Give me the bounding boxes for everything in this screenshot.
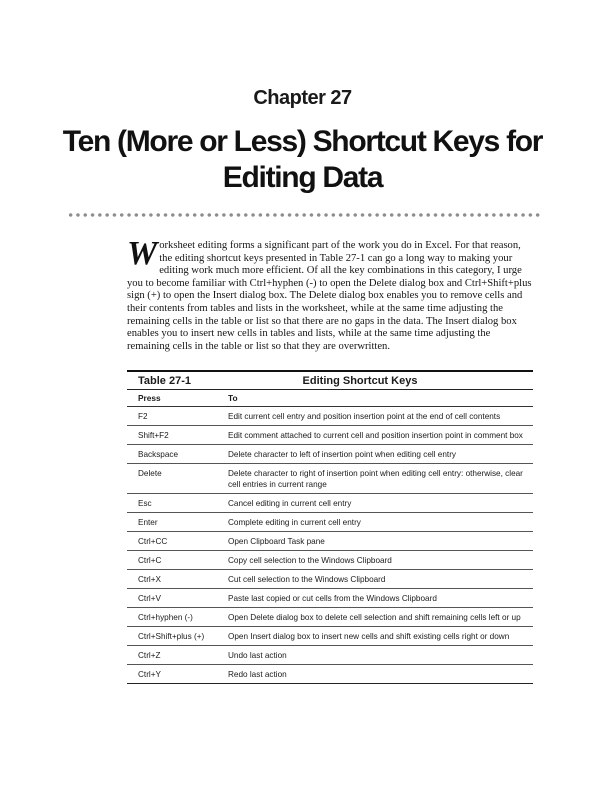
- table-row: [127, 464, 533, 494]
- column-header-press: Press: [127, 390, 217, 407]
- table-title: Editing Shortcut Keys: [302, 375, 418, 387]
- table-row: [127, 589, 533, 608]
- dotted-divider: [67, 213, 542, 217]
- shortcut-action: Edit current cell entry and position insertion point at the end of cell contents: [217, 407, 533, 426]
- table-row: [127, 494, 533, 513]
- shortcut-key: Ctrl+C: [127, 551, 217, 570]
- chapter-label: Chapter 27: [253, 87, 352, 109]
- table-row: [127, 426, 533, 445]
- table-row: [127, 665, 533, 684]
- shortcut-table: [127, 370, 533, 684]
- shortcut-action: Cut cell selection to the Windows Clipboard: [217, 570, 533, 589]
- shortcut-action: Undo last action: [217, 646, 533, 665]
- shortcut-key: Ctrl+X: [127, 570, 217, 589]
- shortcut-key: Ctrl+Y: [127, 665, 217, 684]
- shortcut-action: Delete character to right of insertion point when editing cell entry: otherwise, clear cell entries in current range: [217, 464, 533, 494]
- shortcut-action: Paste last copied or cut cells from the Windows Clipboard: [217, 589, 533, 608]
- intro-text: orksheet editing forms a significant part of the work you do in Excel. For that reason, the editing shortcut keys presented in Table 27-1 can go a long way to making your editing work much more efficient. Of all the key combinations in this category, I urge you to become familiar with Ctrl+hyphen (-) to open the Delete dialog box and Ctrl+Shift+plus sign (+) to open the Insert dialog box. The Delete dialog box enables you to remove cells and their contents from tables and lists in the worksheet, while at the same time adjusting the remaining cells in the table or list so that there are no gaps in the data. The Insert dialog box enables you to insert new cells in tables and lists, while at the same time adjusting the remaining cells in the table or list so that they are overwritten.: [127, 240, 532, 352]
- shortcut-action: Open Delete dialog box to delete cell selection and shift remaining cells left or up: [217, 608, 533, 627]
- chapter-title: Ten (More or Less) Shortcut Keys for Editing Data: [62, 125, 543, 194]
- shortcut-action: Delete character to left of insertion point when editing cell entry: [217, 445, 533, 464]
- table-row: [127, 407, 533, 426]
- shortcut-grid: [127, 390, 533, 684]
- shortcut-key: Ctrl+V: [127, 589, 217, 608]
- table-row: [127, 608, 533, 627]
- shortcut-action: Open Insert dialog box to insert new cells and shift existing cells right or down: [217, 627, 533, 646]
- shortcut-key: Ctrl+hyphen (-): [127, 608, 217, 627]
- shortcut-key: Ctrl+Shift+plus (+): [127, 627, 217, 646]
- shortcut-action: Redo last action: [217, 665, 533, 684]
- table-header-row: [127, 390, 533, 407]
- shortcut-action: Complete editing in current cell entry: [217, 513, 533, 532]
- table-number: Table 27-1: [138, 375, 191, 387]
- table-row: [127, 445, 533, 464]
- shortcut-action: Copy cell selection to the Windows Clipboard: [217, 551, 533, 570]
- drop-cap: W: [127, 235, 158, 272]
- shortcut-key: Esc: [127, 494, 217, 513]
- shortcut-key: Enter: [127, 513, 217, 532]
- shortcut-action: Open Clipboard Task pane: [217, 532, 533, 551]
- shortcut-key: Backspace: [127, 445, 217, 464]
- table-row: [127, 646, 533, 665]
- shortcut-key: Shift+F2: [127, 426, 217, 445]
- table-row: [127, 551, 533, 570]
- shortcut-key: Ctrl+CC: [127, 532, 217, 551]
- table-row: [127, 532, 533, 551]
- shortcut-key: F2: [127, 407, 217, 426]
- shortcut-key: Ctrl+Z: [127, 646, 217, 665]
- table-row: [127, 513, 533, 532]
- shortcut-action: Cancel editing in current cell entry: [217, 494, 533, 513]
- table-row: [127, 570, 533, 589]
- table-row: [127, 627, 533, 646]
- intro-paragraph: [127, 235, 535, 353]
- shortcut-action: Edit comment attached to current cell and position insertion point in comment box: [217, 426, 533, 445]
- column-header-to: To: [217, 390, 533, 407]
- shortcut-key: Delete: [127, 464, 217, 494]
- table-caption: [127, 372, 533, 390]
- table-body: [127, 407, 533, 684]
